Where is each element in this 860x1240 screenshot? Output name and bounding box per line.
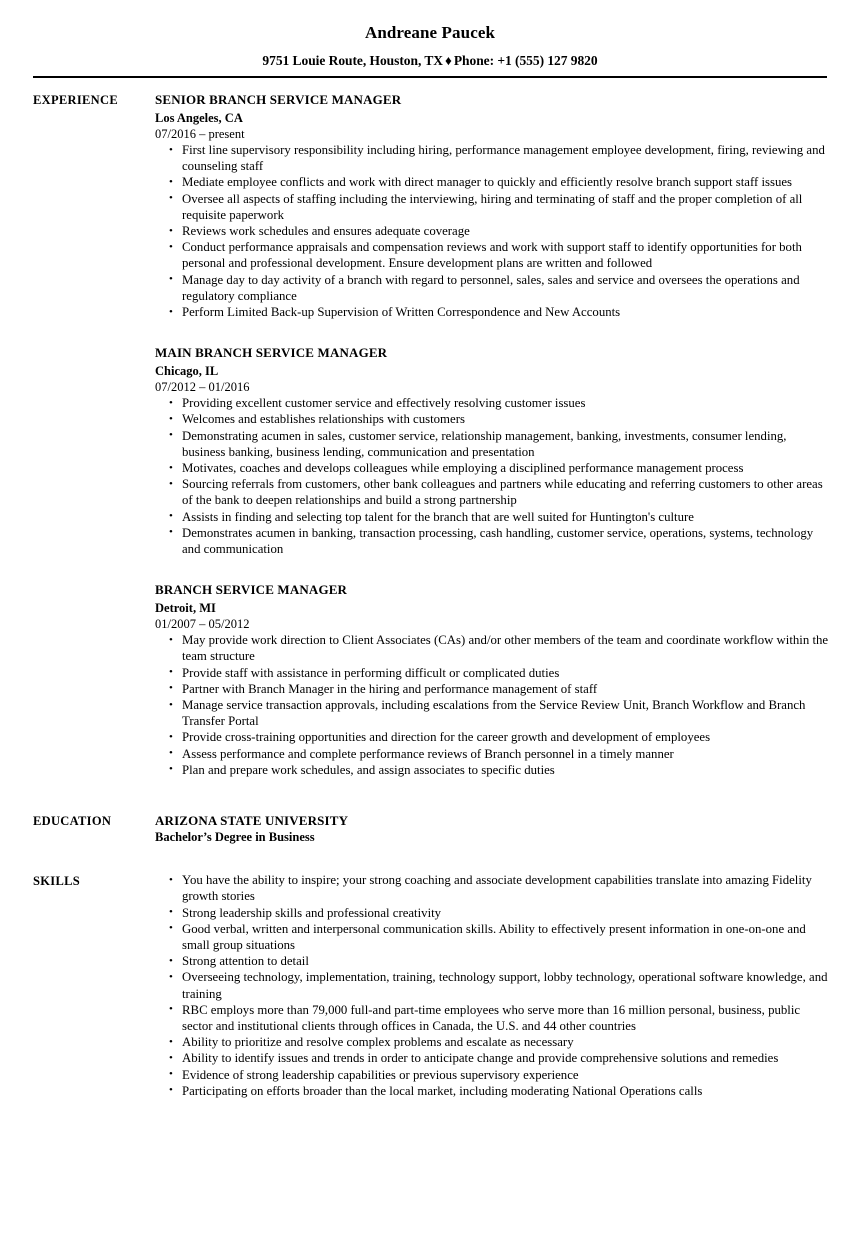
list-item: • Strong leadership skills and professional creativity: [155, 905, 832, 921]
list-item: • Sourcing referrals from customers, other bank colleagues and partners while educating and referring customers to other areas of the bank to deepen relationships and build a strong partnership: [155, 476, 832, 508]
list-item: • Good verbal, written and interpersonal communication skills. Ability to effectively present information in one-on-one and small group situations: [155, 921, 832, 953]
resume-content: [0, 78, 860, 1099]
list-item: • Conduct performance appraisals and compensation reviews and work with support staff to identify opportunities for both personal and professional development. Ensure development plans are written and followed: [155, 239, 832, 271]
list-item: • Evidence of strong leadership capabilities or previous supervisory experience: [155, 1067, 832, 1083]
resume-header: [0, 0, 860, 70]
section-label-education: EDUCATION: [33, 814, 112, 829]
list-item: • Demonstrating acumen in sales, customer service, relationship management, banking, investments, consumer lending, business banking, business lending, communication and presentation: [155, 428, 832, 460]
job-dates: 01/2007 – 05/2012: [155, 617, 250, 632]
skills-body: [155, 872, 860, 1099]
list-item: • Participating on efforts broader than the local market, including moderating National Operations calls: [155, 1083, 832, 1099]
list-item: • Plan and prepare work schedules, and assign associates to specific duties: [155, 762, 832, 778]
education-school: ARIZONA STATE UNIVERSITY: [155, 813, 349, 829]
list-item: • Ability to prioritize and resolve complex problems and escalate as necessary: [155, 1034, 832, 1050]
list-item: • Welcomes and establishes relationships with customers: [155, 411, 832, 427]
list-item: • Provide cross-training opportunities and direction for the career growth and development of employees: [155, 729, 832, 745]
section-education: [0, 812, 860, 846]
education-degree: Bachelor’s Degree in Business: [155, 830, 315, 845]
list-item: • Manage service transaction approvals, including escalations from the Service Review Unit, Branch Workflow and Branch Transfer Portal: [155, 697, 832, 729]
job-title: SENIOR BRANCH SERVICE MANAGER: [155, 92, 402, 107]
list-item: • Overseeing technology, implementation, training, technology support, lobby technology, operational software knowledge, and training: [155, 969, 832, 1001]
section-experience: [0, 91, 860, 778]
list-item: • Assess performance and complete performance reviews of Branch personnel in a timely manner: [155, 746, 832, 762]
job-bullet-list: [155, 142, 832, 320]
list-item: • Perform Limited Back-up Supervision of Written Correspondence and New Accounts: [155, 304, 832, 320]
job-title: BRANCH SERVICE MANAGER: [155, 582, 348, 598]
experience-entry: [155, 344, 832, 557]
experience-entry: [155, 581, 832, 778]
list-item: • RBC employs more than 79,000 full-and part-time employees who serve more than 16 million personal, business, public sector and institutional clients through offices in Canada, the U.S. and 44 other countries: [155, 1002, 832, 1034]
phone-text: Phone: +1 (555) 127 9820: [453, 53, 598, 68]
list-item: • Providing excellent customer service and effectively resolving customer issues: [155, 395, 832, 411]
section-skills: [0, 872, 860, 1099]
candidate-name: Andreane Paucek: [364, 23, 496, 42]
skills-bullet-list: [155, 872, 832, 1099]
list-item: • First line supervisory responsibility including hiring, performance management employee development, firing, reviewing and counseling staff: [155, 142, 832, 174]
job-bullet-list: [155, 395, 832, 557]
job-dates: 07/2016 – present: [155, 127, 245, 141]
list-item: • Mediate employee conflicts and work with direct manager to quickly and efficiently resolve branch support staff issues: [155, 174, 832, 190]
list-item: • You have the ability to inspire; your strong coaching and associate development capabilities translate into amazing Fidelity growth stories: [155, 872, 832, 904]
list-item: • Assists in finding and selecting top talent for the branch that are well suited for Huntington's culture: [155, 509, 832, 525]
address-text: 9751 Louie Route, Houston, TX: [262, 53, 443, 68]
experience-body: [155, 91, 860, 778]
contact-line: [0, 52, 860, 70]
section-gap: [0, 846, 860, 872]
list-item: • Demonstrates acumen in banking, transaction processing, cash handling, customer service, operations, systems, technology and communication: [155, 525, 832, 557]
education-entry: [155, 812, 832, 846]
section-label-experience: EXPERIENCE: [33, 93, 118, 107]
job-bullet-list: [155, 632, 832, 778]
job-title: MAIN BRANCH SERVICE MANAGER: [155, 345, 388, 361]
list-item: • Manage day to day activity of a branch with regard to personnel, sales, sales and service and oversees the operations and regulatory compliance: [155, 272, 832, 304]
entry-spacer: [155, 557, 832, 581]
entry-spacer: [155, 320, 832, 344]
section-gap: [0, 778, 860, 812]
job-location: Los Angeles, CA: [155, 111, 243, 125]
experience-entry: [155, 91, 832, 320]
job-location: Detroit, MI: [155, 601, 216, 616]
list-item: • Partner with Branch Manager in the hiring and performance management of staff: [155, 681, 832, 697]
diamond-separator-icon: ♦: [445, 53, 452, 68]
list-item: • May provide work direction to Client Associates (CAs) and/or other members of the team and coordinate workflow within the team structure: [155, 632, 832, 664]
list-item: • Motivates, coaches and develops colleagues while employing a disciplined performance management process: [155, 460, 832, 476]
job-dates: 07/2012 – 01/2016: [155, 380, 250, 395]
job-location: Chicago, IL: [155, 364, 219, 379]
list-item: • Oversee all aspects of staffing including the interviewing, hiring and terminating of staff and the proper completion of all requisite paperwork: [155, 191, 832, 223]
list-item: • Strong attention to detail: [155, 953, 832, 969]
section-label-skills: SKILLS: [33, 874, 80, 889]
list-item: • Ability to identify issues and trends in order to anticipate change and provide comprehensive solutions and remedies: [155, 1050, 832, 1066]
education-body: [155, 812, 860, 846]
list-item: • Provide staff with assistance in performing difficult or complicated duties: [155, 665, 832, 681]
list-item: • Reviews work schedules and ensures adequate coverage: [155, 223, 832, 239]
